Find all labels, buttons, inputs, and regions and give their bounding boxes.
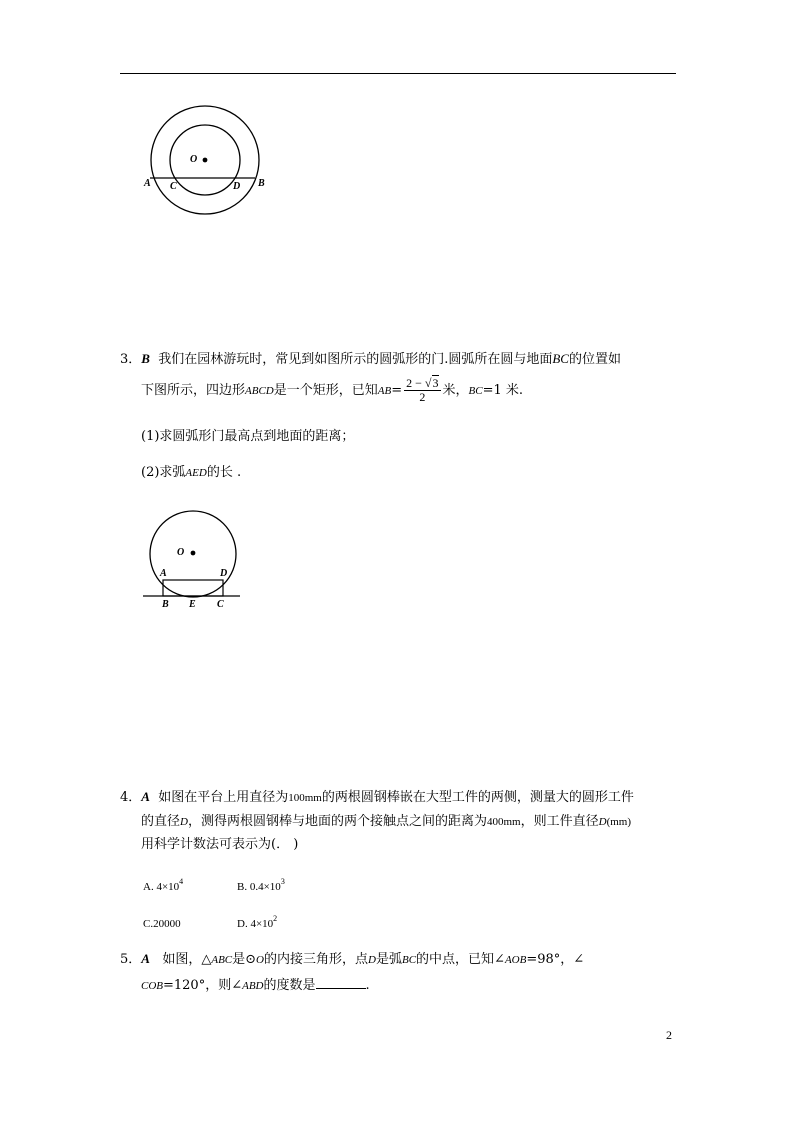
label-b: B [162,599,169,610]
q3-sub1: (1)求圆弧形门最高点到地面的距离； [141,429,355,444]
q4-option-b: B. $0.4\times 10^3$ [237,877,285,893]
q4-line2: 的直径D，测得两根圆钢棒与地面的两个接触点之间的距离为400mm，则工件直径D(mm) [141,814,632,829]
q4-option-d: D. $4\times 10^2$ [237,914,278,930]
q3-sub2: (2)求弧AED的长 . [141,465,242,480]
label-c: C [170,181,177,192]
label-o: O [190,154,198,165]
center-point [191,551,196,556]
figure-concentric-circles [135,100,280,225]
q5-line1: 5．A 如图，△ABC是⊙O的内接三角形，点D是弧BC的中点，已知∠AOB=98°，∠ [120,951,585,967]
label-c: C [217,599,224,610]
label-e: E [189,599,196,610]
fraction-ab: $\frac{2 - √3}{2}$ [406,376,439,404]
label-a: A [160,568,167,579]
answer-blank[interactable] [316,976,366,989]
q3-level: B [141,351,150,366]
figure-arch-door [140,508,250,613]
label-d: D [233,181,241,192]
label-a: A [144,178,151,189]
q3-line2: 下图所示，四边形ABCD是一个矩形，已知AB= $\frac{2 - √3}{2}$ 米，BC=1 米. [141,376,524,404]
label-b: B [258,178,265,189]
q3-number: 3． [120,352,142,367]
header-rule [120,73,676,74]
q4-line3: 用科学计数法可表示为(． ) [141,837,299,852]
q3-line1: 3．B 我们在园林游玩时，常见到如图所示的圆弧形的门.圆弧所在圆与地面BC的位置如 [120,351,621,367]
label-d: D [220,568,228,579]
label-o: O [177,547,185,558]
rectangle-abcd [163,580,223,596]
q4-option-c: C.20000 [143,918,181,930]
q4-option-a: A. $4\times 10^4$ [143,877,184,893]
page-number: 2 [666,1028,672,1042]
q4-line1: 4．A 如图在平台上用直径为100mm的两根圆钢棒嵌在大型工件的两侧，测量大的圆形工件 [120,789,634,805]
q5-line2: COB=120°，则∠ABD的度数是 . [141,978,370,993]
center-point [203,158,208,163]
